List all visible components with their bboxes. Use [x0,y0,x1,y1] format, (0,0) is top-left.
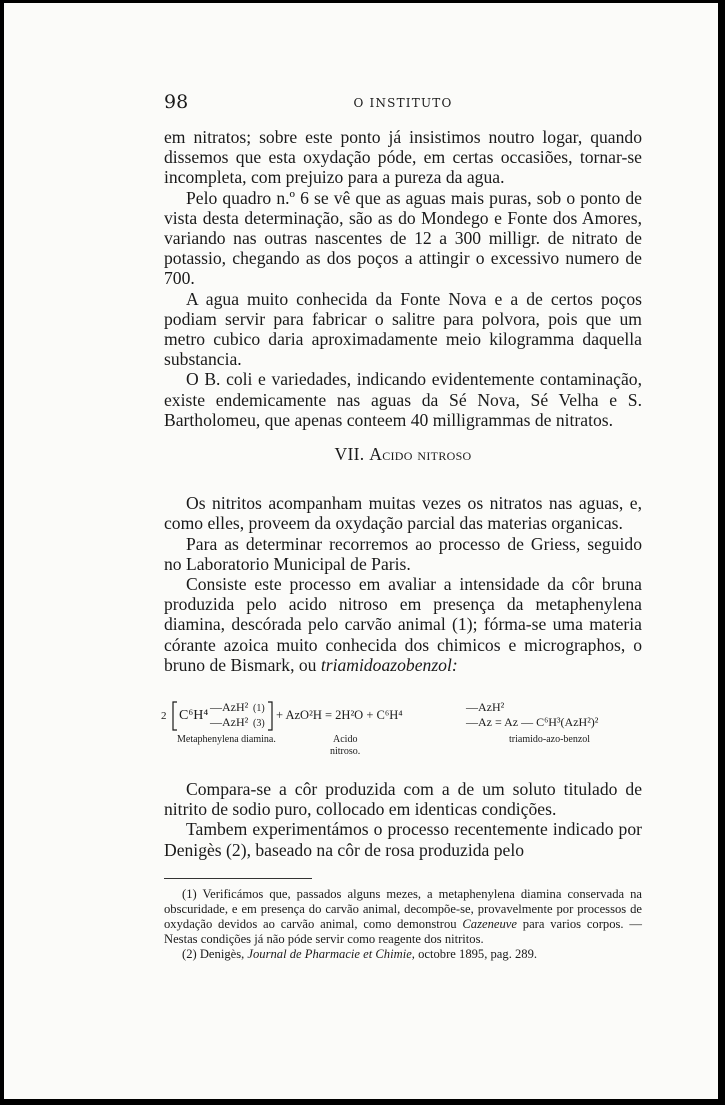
footnote-2-text: (2) Denigès, [182,946,245,961]
footnotes [164,887,642,962]
left-bracket [173,702,177,730]
page-number: 98 [164,91,189,113]
right-bracket [268,702,272,730]
paragraph: Os nitritos acompanham muitas vezes os nitratos nas aguas, e, como elles, proveem da oxydação parcial das materias organicas. [164,493,642,534]
formula-position-top: (1) [253,703,265,715]
footnote-1-text-end: para varios corpos. — Nestas condições já não póde servir como reagente dos nitritos. [164,916,642,946]
label-product: triamido-azo-benzol [509,734,591,746]
paragraph: Tambem experimentámos o processo recentemente indicado por Denigès (2), baseado na côr de rosa produzida pelo [164,819,642,860]
chemical-equation [159,697,642,759]
paragraph: O B. coli e variedades, indicando evidentemente contaminação, existe endemicamente nas aguas da Sé Nova, Sé Velha e S. Bartholomeu, que apenas conteem 40 milligrammas de nitratos. [164,369,642,430]
label-acid-1: Acido [333,734,358,746]
footnote-2-text-end: octobre 1895, pag. 289. [418,946,538,961]
paragraph [164,574,642,675]
paragraph-continued: em nitratos; sobre este ponto já insistimos noutro logar, quando dissemos que esta oxydação póde, em certas occasiões, tornar-se incompleta, com prejuizo para a pureza da agua. [164,127,642,188]
footnote-2-journal: Journal de Pharmacie et Chimie, [247,946,415,961]
book-page [4,3,718,1099]
paragraph-text: Consiste este processo em avaliar a intensidade da côr bruna produzida pelo acido nitroso em presença da metaphenylena diamina, descórada pelo carvão animal (1); fórma-se uma materia córante azoica muito conhecida dos chimicos e micrographos, o bruno de Bismark, ou [164,574,642,675]
section-title: Acido nitroso [369,444,472,465]
footnote-2 [164,947,642,962]
section-heading [164,444,642,464]
paragraph: A agua muito conhecida da Fonte Nova e a de certos poços podiam servir para fabricar o salitre para polvora, pois que um metro cubico daria aproximadamente meio kilogramma daquella substancia. [164,288,642,370]
formula-product-group-bottom: —Az = Az — C⁶H³(AzH²)² [466,715,599,730]
formula-product-group-top: —AzH² [466,700,505,715]
formula-middle: + AzO²H = 2H²O + C⁶H⁴ [276,708,403,723]
paragraph: Pelo quadro n.º 6 se vê que as aguas mais puras, sob o ponto de vista desta determinação, são as do Mondego e Fonte dos Amores, variando nas outras nascentes de 12 a 300 milligr. de nitrato de potassio, chegando as dos poços a attingir o excessivo numero de 700. [164,187,642,289]
paragraph: Compara-se a côr produzida com a de um soluto titulado de nitrito de sodio puro, collocado em identicas condições. [164,779,642,820]
footnote-1-text: (1) Verificámos que, passados alguns mezes, a metaphenylena diamina conservada na obscuridade, e em presença do carvão animal, decompõe-se, provavelmente por processos de oxydação devidos ao carvão animal, como demonstrou [164,886,642,931]
italic-term: triamidoazobenzol: [320,654,458,675]
formula-reactant-group-top: —AzH² [210,700,249,715]
section-numeral: VII. [334,444,365,465]
formula-reactant-base: C⁶H⁴ [179,708,209,724]
formula-coefficient: 2 [161,710,167,723]
running-head [164,91,642,115]
formula-reactant-group-bottom: —AzH² [210,715,249,730]
footnote-1-author: Cazeneuve [462,916,517,931]
journal-title: O INSTITUTO [353,96,453,110]
footnote-rule [164,878,312,887]
paragraph: Para as determinar recorremos ao processo de Griess, seguido no Laboratorio Municipal de Paris. [164,533,642,574]
footnote-1 [164,887,642,947]
label-acid-2: nitroso. [330,746,361,758]
main-text [161,127,642,962]
label-reactant: Metaphenylena diamina. [177,734,276,746]
formula-position-bottom: (3) [253,718,265,730]
